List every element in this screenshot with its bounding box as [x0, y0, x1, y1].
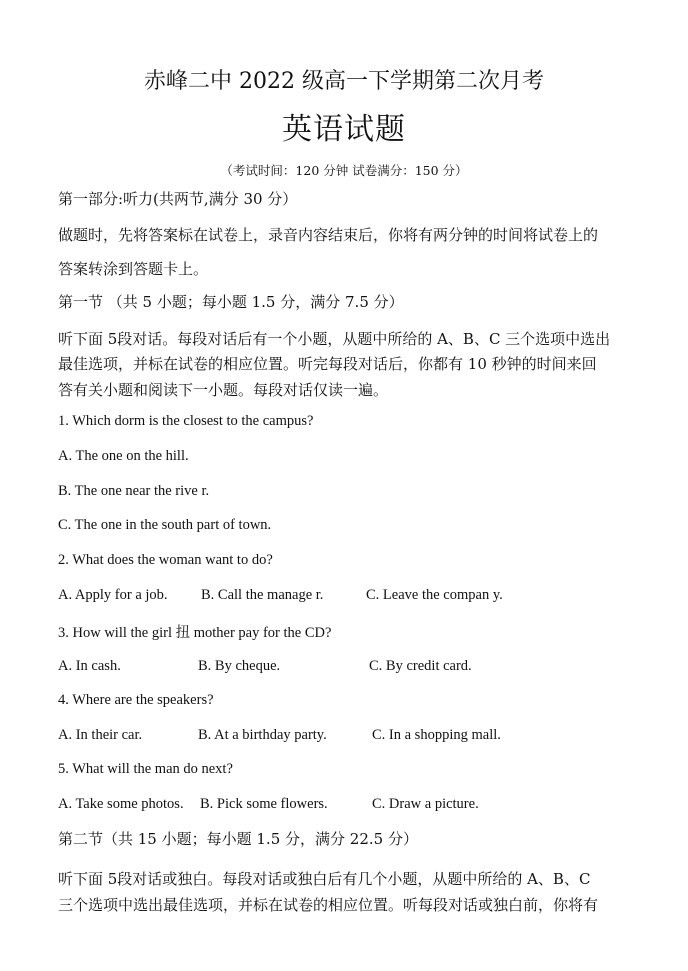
answer-option: A. Take some photos.	[58, 796, 184, 812]
options-row	[58, 727, 501, 744]
section1-intro-line: 听下面 5段对话。每段对话后有一个小题，从题中所给的 A、B、C 三个选项中选出	[58, 330, 611, 348]
answer-option: B. By cheque.	[198, 658, 281, 674]
answer-option: C. The one in the south part of town.	[58, 517, 272, 533]
options-row	[58, 658, 472, 675]
options-row	[58, 587, 503, 604]
exam-meta: （考试时间：120 分钟 试卷满分：150 分）	[220, 163, 468, 178]
answer-option: B. Pick some flowers.	[200, 796, 328, 812]
section2-title: 第二节（共 15 小题；每小题 1.5 分，满分 22.5 分）	[58, 830, 418, 848]
answer-option: A. In cash.	[58, 658, 121, 674]
question-stem: 2. What does the woman want to do?	[58, 552, 273, 568]
school-title: 赤峰二中 2022 级高一下学期第二次月考	[144, 69, 544, 94]
subject-title: 英语试题	[282, 112, 406, 147]
answer-option: B. Call the manage r.	[201, 587, 324, 603]
answer-option: B. The one near the rive r.	[58, 483, 210, 499]
part1-instruction-line: 做题时，先将答案标在试卷上，录音内容结束后，你将有两分钟的时间将试卷上的	[58, 226, 599, 244]
answer-option: A. In their car.	[58, 727, 143, 743]
answer-option: C. Leave the compan y.	[366, 587, 503, 603]
section1-intro-line: 最佳选项，并标在试卷的相应位置。听完每段对话后，你都有 10 秒钟的时间来回	[58, 355, 597, 373]
section2-intro-line: 三个选项中选出最佳选项，并标在试卷的相应位置。听每段对话或独白前，你将有	[58, 896, 599, 914]
question-stem: 1. Which dorm is the closest to the campus?	[58, 413, 314, 429]
section1-title: 第一节 （共 5 小题；每小题 1.5 分，满分 7.5 分）	[58, 293, 404, 311]
section2-intro-line: 听下面 5段对话或独白。每段对话或独白后有几个小题，从题中所给的 A、B、C	[58, 870, 591, 888]
options-row	[58, 796, 479, 813]
answer-option: C. Draw a picture.	[372, 796, 479, 812]
question-stem: 4. Where are the speakers?	[58, 692, 214, 708]
answer-option: A. The one on the hill.	[58, 448, 189, 464]
answer-option: C. By credit card.	[369, 658, 472, 674]
answer-option: A. Apply for a job.	[58, 587, 168, 603]
question-stem: 3. How will the girl 扭 mother pay for the CD?	[58, 625, 332, 641]
part1-title: 第一部分:听力(共两节,满分 30 分）	[58, 190, 298, 208]
question-stem: 5. What will the man do next?	[58, 761, 233, 777]
answer-option: C. In a shopping mall.	[372, 727, 501, 743]
answer-option: B. At a birthday party.	[198, 727, 327, 743]
part1-instruction-line: 答案转涂到答题卡上。	[58, 260, 209, 278]
section1-intro-line: 答有关小题和阅读下一小题。每段对话仅读一遍。	[58, 381, 389, 399]
